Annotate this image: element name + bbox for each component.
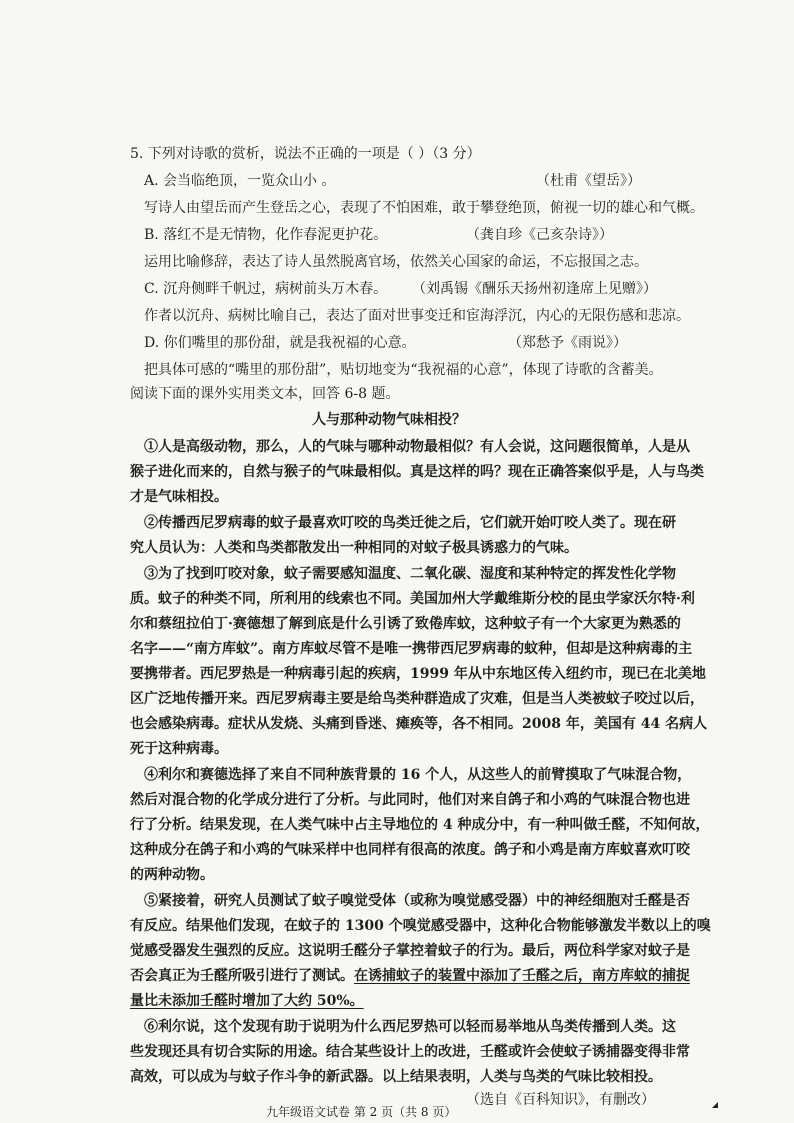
para-1-line-2: 猴子进化而来的，自然与猴子的气味最相似。真是这样的吗？现在正确答案似乎是，人与鸟类 [130, 464, 704, 480]
para-2-line-1: ②传播西尼罗病毒的蚊子最喜欢叮咬的鸟类迁徙之后，它们就开始叮咬人类了。现在研 [144, 515, 676, 531]
para-3-line-6: 区广泛地传播开来。西尼罗病毒主要是给鸟类种群造成了灾难，但是当人类被蚊子咬过以后， [130, 691, 704, 707]
para-3-line-1: ③为了找到叮咬对象，蚊子需要感知温度、二氧化碳、湿度和某种特定的挥发性化学物 [144, 566, 676, 582]
para-4-line-5: 的两种动物。 [130, 867, 214, 883]
option-b-note: 运用比喻修辞，表达了诗人虽然脱离官场，依然关心国家的命运，不忘报国之志。 [144, 254, 648, 270]
para-3-line-7: 也会感染病毒。症状从发烧、头痛到昏迷、瘫痪等，各不相同。2008 年，美国有 44 名病人 [130, 716, 708, 732]
option-a-line: A. 会当临绝顶，一览众山小 。 [144, 173, 336, 189]
para-5-line-5-underlined: 量比未添加壬醛时增加了大约 50%。 [130, 993, 364, 1009]
para-3-line-3: 尔和蔡纽拉伯丁·赛德想了解到底是什么引诱了致倦库蚊，这种蚊子有一个大家更为熟悉的 [130, 616, 681, 632]
option-a-note: 写诗人由望岳而产生登岳之心，表现了不怕困难，敢于攀登绝顶，俯视一切的雄心和气概。 [144, 200, 704, 216]
para-5-line-2: 有反应。结果他们发现，在蚊子的 1300 个嗅觉感受器中，这种化合物能够激发半数以上的嗅 [130, 918, 711, 934]
para-3-line-8: 死于这种病毒。 [130, 741, 228, 757]
para-3-line-4: 名字——“南方库蚊”。南方库蚊尽管不是唯一携带西尼罗病毒的蚊种，但却是这种病毒的主 [130, 641, 693, 657]
para-5-line-1: ⑤紧接着，研究人员测试了蚊子嗅觉受体（或称为嗅觉感受器）中的神经细胞对壬醛是否 [144, 893, 690, 909]
option-d-source: （郑愁予《雨说》） [508, 335, 627, 351]
para-5-line-3: 觉感受器发生强烈的反应。这说明壬醛分子掌控着蚊子的行为。最后，两位科学家对蚊子是 [130, 943, 690, 959]
para-6-line-2: 些发现还具有切合实际的用途。结合某些设计上的改进，壬醛或许会使蚊子诱捕器变得非常 [130, 1044, 690, 1060]
article-source: （选自《百科知识》，有删改） [466, 1092, 655, 1108]
option-b-line: B. 落红不是无情物，化作春泥更护花。 [144, 227, 388, 243]
page-footer: 九年级语文试卷 第 2 页（共 8 页） [266, 1105, 457, 1119]
reading-intro: 阅读下面的课外实用类文本，回答 6-8 题。 [130, 386, 400, 402]
para-6-line-3: 高效，可以成为与蚊子作斗争的新武器。以上结果表明，人类与鸟类的气味比较相投。 [130, 1069, 662, 1085]
para-3-line-2: 质。蚊子的种类不同，所利用的线索也不同。美国加州大学戴维斯分校的昆虫学家沃尔特·利 [130, 591, 695, 607]
article-title: 人与那种动物气味相投？ [312, 412, 466, 428]
option-d-note: 把具体可感的“嘴里的那份甜”，贴切地变为“我祝福的心意”，体现了诗歌的含蓄美。 [144, 362, 663, 378]
para-4-line-2: 然后对混合物的化学成分进行了分析。与此同时，他们对来自鸽子和小鸡的气味混合物也进 [130, 792, 690, 808]
para-2-line-2: 究人员认为：人类和鸟类都散发出一种相同的对蚊子极具诱惑力的气味。 [130, 540, 578, 556]
scan-corner-mark [712, 1102, 718, 1108]
option-d-line: D. 你们嘴里的那份甜，就是我祝福的心意。 [144, 335, 416, 351]
para-5-line-4-plain: 否会真正为壬醛所吸引进行了测试。 [130, 968, 354, 984]
option-c-line: C. 沉舟侧畔千帆过，病树前头万木春。 [144, 281, 388, 297]
para-4-line-4: 这种成分在鸽子和小鸡的气味采样中也同样有很高的浓度。鸽子和小鸡是南方库蚊喜欢叮咬 [130, 842, 690, 858]
para-6-line-1: ⑥利尔说，这个发现有助于说明为什么西尼罗热可以轻而易举地从鸟类传播到人类。这 [144, 1019, 676, 1035]
para-1-line-3: 才是气味相投。 [130, 489, 228, 505]
para-1-line-1: ①人是高级动物，那么，人的气味与哪种动物最相似？有人会说，这问题很简单，人是从 [144, 439, 690, 455]
option-c-note: 作者以沉舟、病树比喻自己，表达了面对世事变迁和宦海浮沉，内心的无限伤感和悲凉。 [144, 308, 690, 324]
para-4-line-3: 行了分析。结果发现，在人类气味中占主导地位的 4 种成分中，有一种叫做壬醛，不知何故， [130, 817, 710, 833]
para-5-line-4-underlined: 在诱捕蚊子的装置中添加了壬醛之后，南方库蚊的捕捉 [354, 968, 690, 984]
para-3-line-5: 要携带者。西尼罗热是一种病毒引起的疾病，1999 年从中东地区传入纽约市，现已在北美地 [130, 666, 706, 682]
para-4-line-1: ④利尔和赛德选择了来自不同种族背景的 16 个人，从这些人的前臂摸取了气味混合物， [144, 767, 692, 783]
option-b-source: （龚自珍《己亥杂诗》） [466, 227, 613, 243]
question-5-stem: 5. 下列对诗歌的赏析，说法不正确的一项是（ ）（3 分） [130, 146, 481, 162]
option-c-source: （刘禹锡《酬乐天扬州初逢席上见赠》） [412, 281, 657, 297]
option-a-source: （杜甫《望岳》） [536, 173, 641, 189]
para-5-line-4 [130, 966, 690, 986]
